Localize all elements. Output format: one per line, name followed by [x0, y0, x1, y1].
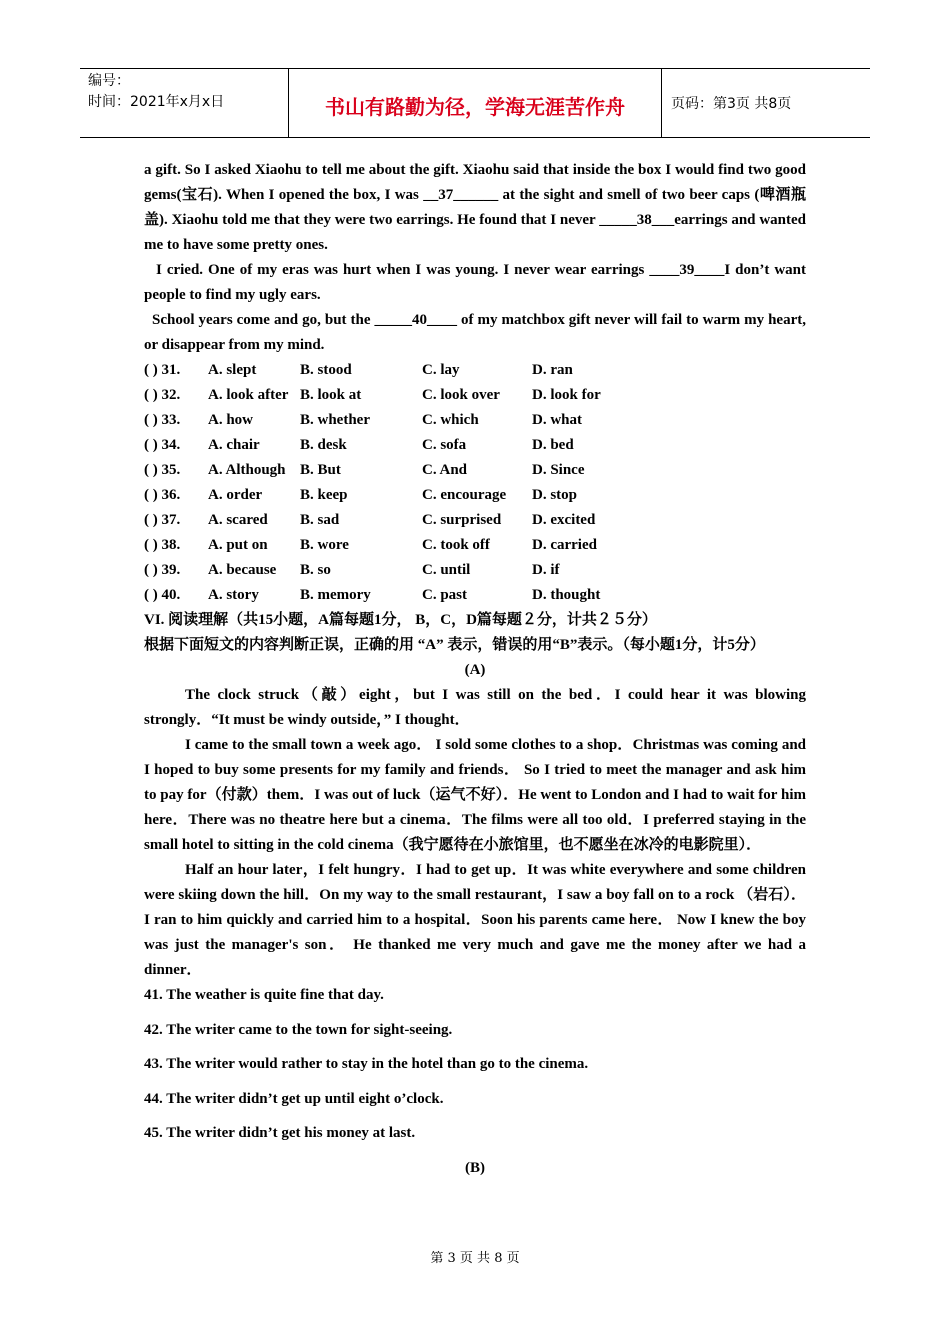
- question-number: ( ) 33.: [144, 412, 181, 428]
- cloze-paragraph-1: a gift. So I asked Xiaohu to tell me about the gift. Xiaohu said that inside the box I would find two good gems(宝石). When I opened the box, I was __37______ at the sight and smell of two beer caps (啤酒瓶盖). Xiaohu told me that they were two earrings. He found that I never _____38___earrings and wanted me to have some pretty ones.: [144, 162, 806, 253]
- option-row-33: [144, 408, 806, 433]
- option-row-31: [144, 358, 806, 383]
- header-page-info: 页码：第3页 共8页: [671, 96, 792, 112]
- passage-a-paragraph-1: The clock struck（敲）eight，but I was still on the bed．I could hear it was blowing strongly．“It must be windy outside，” I thought．: [144, 687, 806, 728]
- option-c: C. And: [422, 462, 468, 478]
- question-43: 43. The writer would rather to stay in the hotel than go to the cinema.: [144, 1056, 589, 1072]
- passage-a-paragraph-2: I came to the small town a week ago． I sold some clothes to a shop．Christmas was coming and I hoped to buy some presents for my family and friends． So I tried to meet the manager and ask him to pay for（付款）them．I was out of luck（运气不好）．He went to London and I had to wait for him here．There was no theatre here but a cinema．The films were all too old．I preferred staying in the small hotel to sitting in the cold cinema（我宁愿待在小旅馆里，也不愿坐在冰冷的电影院里）．: [144, 737, 806, 853]
- question-number: ( ) 31.: [144, 362, 181, 378]
- option-a: A. scared: [208, 512, 268, 528]
- option-b: B. But: [300, 462, 341, 478]
- option-b: B. so: [300, 562, 331, 578]
- option-d: D. stop: [532, 487, 578, 503]
- number-label: 编号：: [88, 73, 130, 89]
- option-c: C. lay: [422, 362, 460, 378]
- question-42: 42. The writer came to the town for sight-seeing.: [144, 1021, 453, 1038]
- document-header: [80, 68, 870, 138]
- option-b: B. keep: [300, 487, 348, 503]
- cloze-options: [144, 358, 806, 608]
- question-number: ( ) 37.: [144, 512, 181, 528]
- time-label: 时间：2021年x月x日: [88, 94, 225, 110]
- option-b: B. wore: [300, 537, 349, 553]
- option-c: C. sofa: [422, 437, 467, 453]
- option-a: A. Although: [208, 462, 286, 478]
- option-a: A. look after: [208, 387, 289, 403]
- header-motto: 书山有路勤为径，学海无涯苦作舟: [289, 69, 662, 137]
- option-a: A. put on: [208, 537, 268, 553]
- option-d: D. bed: [532, 437, 574, 453]
- option-row-34: [144, 433, 806, 458]
- question-44: 44. The writer didn’t get up until eight o’clock.: [144, 1090, 444, 1107]
- option-a: A. slept: [208, 362, 257, 378]
- option-b: B. whether: [300, 412, 370, 428]
- option-b: B. stood: [300, 362, 352, 378]
- cloze-paragraph-2: I cried. One of my eras was hurt when I was young. I never wear earrings ____39____I don’t want people to find my ugly ears.: [144, 262, 806, 303]
- question-number: ( ) 39.: [144, 562, 181, 578]
- question-number: ( ) 38.: [144, 537, 181, 553]
- question-41: 41. The weather is quite fine that day.: [144, 987, 384, 1003]
- page-content: [144, 158, 806, 1181]
- true-false-questions: [144, 983, 806, 1156]
- option-c: C. took off: [422, 537, 490, 553]
- option-row-39: [144, 558, 806, 583]
- option-d: D. what: [532, 412, 583, 428]
- question-number: ( ) 34.: [144, 437, 181, 453]
- page-footer: 第 3 页 共 8 页: [430, 1251, 520, 1266]
- option-a: A. how: [208, 412, 254, 428]
- cloze-paragraph-3: School years come and go, but the _____40____ of my matchbox gift never will fail to warm my heart, or disappear from my mind.: [144, 312, 806, 353]
- option-d: D. Since: [532, 462, 585, 478]
- question-number: ( ) 35.: [144, 462, 181, 478]
- reading-instruction: 根据下面短文的内容判断正误，正确的用 “A” 表示，错误的用“B”表示。（每小题1分，计5分）: [144, 637, 765, 653]
- section-a-title: (A): [464, 662, 486, 678]
- question-number: ( ) 36.: [144, 487, 181, 503]
- option-d: D. thought: [532, 587, 601, 603]
- option-row-36: [144, 483, 806, 508]
- option-b: B. sad: [300, 512, 340, 528]
- option-a: A. order: [208, 487, 263, 503]
- option-b: B. look at: [300, 387, 362, 403]
- option-row-38: [144, 533, 806, 558]
- option-c: C. look over: [422, 387, 500, 403]
- option-row-35: [144, 458, 806, 483]
- section-b-title: (B): [465, 1159, 485, 1176]
- passage-a-paragraph-3: Half an hour later，I felt hungry．I had to get up．It was white everywhere and some children were skiing down the hill．On my way to the small restaurant，I saw a boy fall on to a rock （岩石）． I ran to him quickly and carried him to a hospital．Soon his parents came here． Now I knew the boy was just the manager's son． He thanked me very much and gave me the money after we had a dinner．: [144, 862, 806, 978]
- option-c: C. surprised: [422, 512, 502, 528]
- option-c: C. which: [422, 412, 479, 428]
- reading-heading: VI. 阅读理解（共15小题，A篇每题1分， B，C，D篇每题２分，计共２５分）: [144, 612, 657, 628]
- option-a: A. story: [208, 587, 259, 603]
- question-45: 45. The writer didn’t get his money at last.: [144, 1125, 416, 1141]
- option-d: D. if: [532, 562, 560, 578]
- option-row-37: [144, 508, 806, 533]
- option-c: C. encourage: [422, 487, 507, 503]
- option-b: B. desk: [300, 437, 347, 453]
- question-number: ( ) 40.: [144, 587, 181, 603]
- option-row-40: [144, 583, 806, 608]
- option-c: C. until: [422, 562, 471, 578]
- option-d: D. carried: [532, 537, 597, 553]
- option-d: D. excited: [532, 512, 596, 528]
- option-c: C. past: [422, 587, 468, 603]
- option-row-32: [144, 383, 806, 408]
- option-a: A. chair: [208, 437, 260, 453]
- option-d: D. look for: [532, 387, 601, 403]
- option-b: B. memory: [300, 587, 371, 603]
- question-number: ( ) 32.: [144, 387, 181, 403]
- option-d: D. ran: [532, 362, 573, 378]
- header-meta: [80, 69, 289, 137]
- option-a: A. because: [208, 562, 277, 578]
